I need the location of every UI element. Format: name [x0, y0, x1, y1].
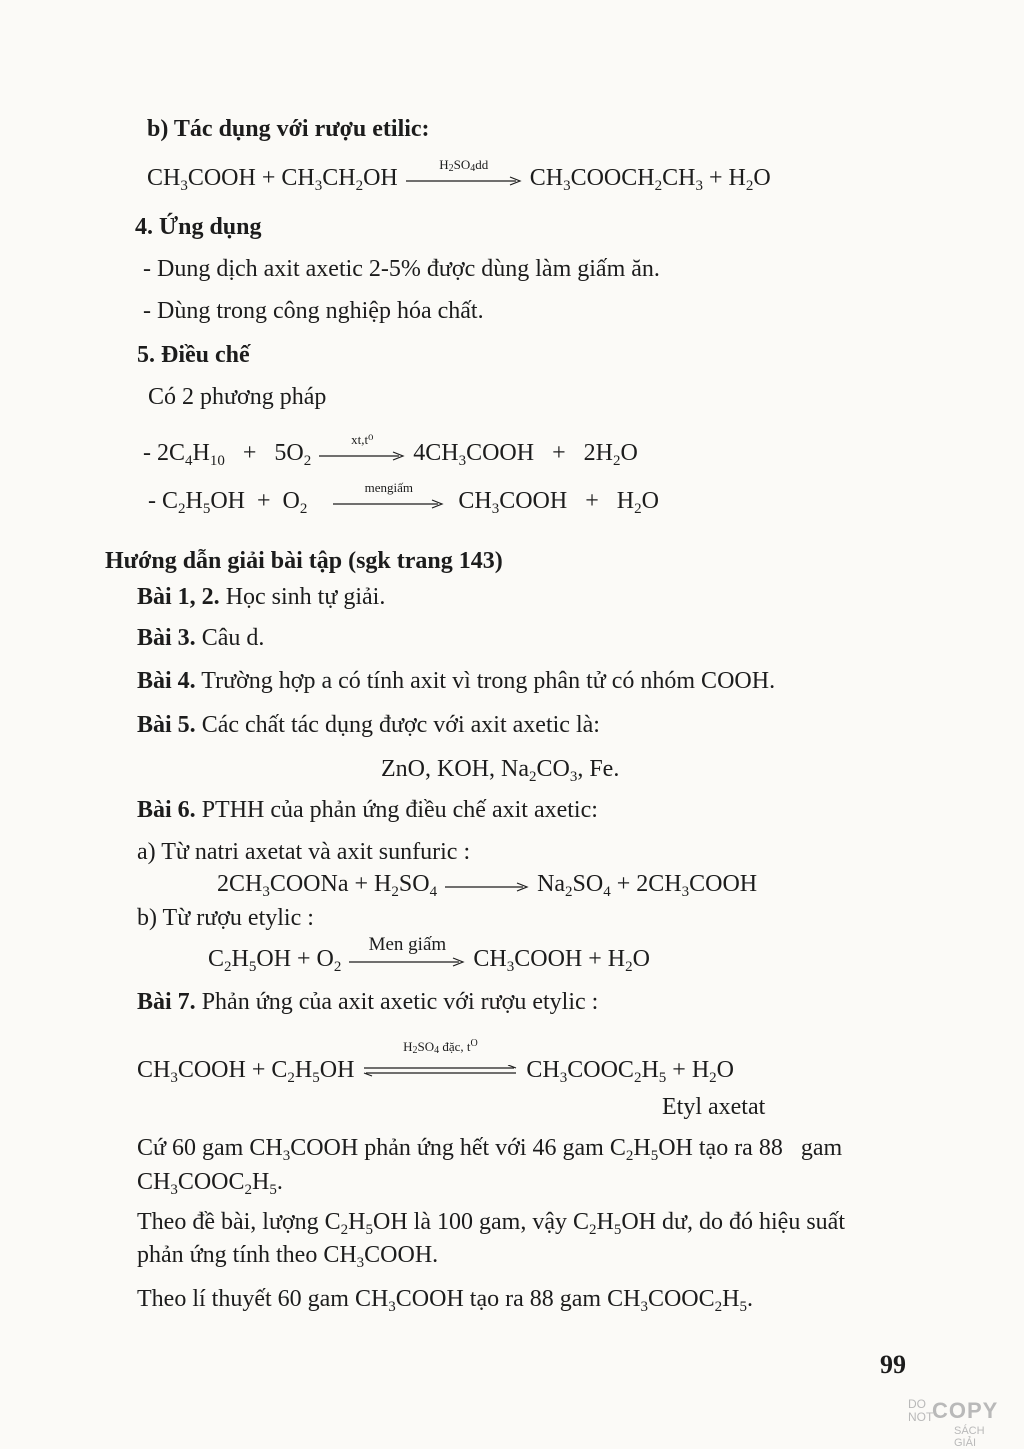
s4-line-1: - Dung dịch axit axetic 2-5% được dùng làm giấm ăn. [143, 256, 660, 282]
page-number: 99 [880, 1350, 906, 1379]
bai-6 [137, 795, 598, 825]
equation-esterification [147, 157, 771, 194]
eq6-condition: $H_2SO_4$ đặc, $t^O$ [403, 1038, 478, 1057]
eq3-lhs: - $C_2H_5OH + O_2$ [148, 488, 308, 517]
bai-6-label: Bài 6. [137, 797, 196, 823]
paragraph-2-line-2: phản ứng tính theo $CH_3COOH$. [137, 1242, 439, 1271]
watermark-copy: COPY [932, 1398, 999, 1423]
eq5-condition: Men giấm [368, 934, 447, 956]
bai-5-answer: ZnO, KOH, $Na_2CO_3$, Fe. [381, 756, 620, 785]
eq3-rhs: $CH_3COOH + H_2O$ [452, 488, 659, 517]
section-b-title: b) Tác dụng với rượu etilic: [147, 116, 430, 142]
bai-6-a: a) Từ natri axetat và axit sunfuric : [137, 839, 471, 865]
eq4-arrow [443, 870, 531, 900]
section-4-title: 4. Ứng dụng [135, 214, 262, 240]
eq6-arrow [360, 1038, 520, 1086]
watermark-not: NOT [908, 1410, 934, 1424]
bai-1-2-text: Học sinh tự giải. [219, 584, 386, 610]
bai-4-label: Bài 4. [137, 668, 196, 694]
s5-intro: Có 2 phương pháp [148, 384, 327, 410]
paragraph-3-line-1: Theo lí thuyết 60 gam $CH_3COOH$ tạo ra 88 gam $CH_3COOC_2H_5$. [137, 1286, 753, 1315]
equation-ester-equilibrium [137, 1038, 734, 1086]
eq6-product-name: Etyl axetat [662, 1094, 766, 1120]
section-5-title: 5. Điều chế [137, 342, 250, 368]
eq5-rhs: $CH_3COOH + H_2O$ [473, 946, 650, 975]
watermark-do: DO [908, 1397, 926, 1411]
eq2-arrow [317, 432, 407, 469]
bai-7-text: Phản ứng của axit axetic với rượu etylic : [195, 989, 599, 1015]
equation-ethanol-fermentation [148, 480, 659, 517]
bai-7-label: Bài 7. [137, 989, 196, 1015]
eq3-arrow [331, 480, 446, 517]
bai-3-label: Bài 3. [137, 625, 196, 651]
bai-7 [137, 987, 598, 1017]
eq5-lhs: $C_2H_5OH + O_2$ [208, 946, 342, 975]
eq1-condition: $H_2SO_4dd$ [439, 157, 489, 175]
eq1-lhs: $CH_3COOH + CH_3CH_2OH$ [147, 165, 404, 194]
bai-5-text: Các chất tác dụng được với axit axetic là: [195, 712, 600, 738]
eq5-arrow [347, 934, 467, 975]
eq1-arrow [404, 157, 524, 194]
equation-ethanol-vinegar [208, 934, 650, 975]
eq1-rhs: $CH_3COOCH_2CH_3 + H_2O$ [529, 165, 771, 194]
paragraph-2-line-1: Theo đề bài, lượng $C_2H_5OH$ là 100 gam, vậy $C_2H_5OH$ dư, do đó hiệu suất [137, 1209, 845, 1238]
equation-sodium-acetate [217, 869, 757, 900]
paragraph-1-line-2: $CH_3COOC_2H_5$. [137, 1169, 283, 1198]
bai-4 [137, 666, 775, 696]
eq6-lhs: $CH_3COOH + C_2H_5OH$ [137, 1057, 361, 1086]
bai-3 [137, 623, 264, 653]
eq2-condition: xt,t⁰ [351, 432, 374, 448]
bai-1-2 [137, 582, 385, 612]
bai-5 [137, 710, 600, 740]
watermark-brand: SÁCH GIẢI [954, 1425, 985, 1449]
bai-6-text: PTHH của phản ứng điều chế axit axetic: [195, 797, 598, 823]
paragraph-1-line-1: Cứ 60 gam $CH_3COOH$ phản ứng hết với 46 gam $C_2H_5OH$ tạo ra 88 gam [137, 1135, 843, 1164]
eq2-rhs: $4CH_3COOH + 2H_2O$ [413, 440, 638, 469]
do-not-copy-watermark [908, 1397, 1008, 1449]
eq6-rhs: $CH_3COOC_2H_5 + H_2O$ [526, 1057, 734, 1086]
bai-1-2-label: Bài 1, 2. [137, 584, 220, 610]
bai-3-text: Câu d. [195, 625, 265, 651]
guide-title: Hướng dẫn giải bài tập (sgk trang 143) [105, 548, 503, 574]
eq4-rhs: $Na_2SO_4$ + $2CH_3COOH$ [537, 871, 758, 900]
eq3-condition: mengiấm [364, 480, 414, 496]
bai-6-b: b) Từ rượu etylic : [137, 905, 314, 931]
bai-4-text: Trường hợp a có tính axit vì trong phân tử có nhóm COOH. [195, 668, 776, 694]
s4-line-2: - Dùng trong công nghiệp hóa chất. [143, 298, 484, 324]
bai-5-label: Bài 5. [137, 712, 196, 738]
eq4-lhs: $2CH_3COONa + H_2SO_4$ [217, 871, 438, 900]
equation-butane-oxidation [143, 432, 638, 469]
eq2-lhs: - $2C_4H_{10} + 5O_2$ [143, 440, 312, 469]
